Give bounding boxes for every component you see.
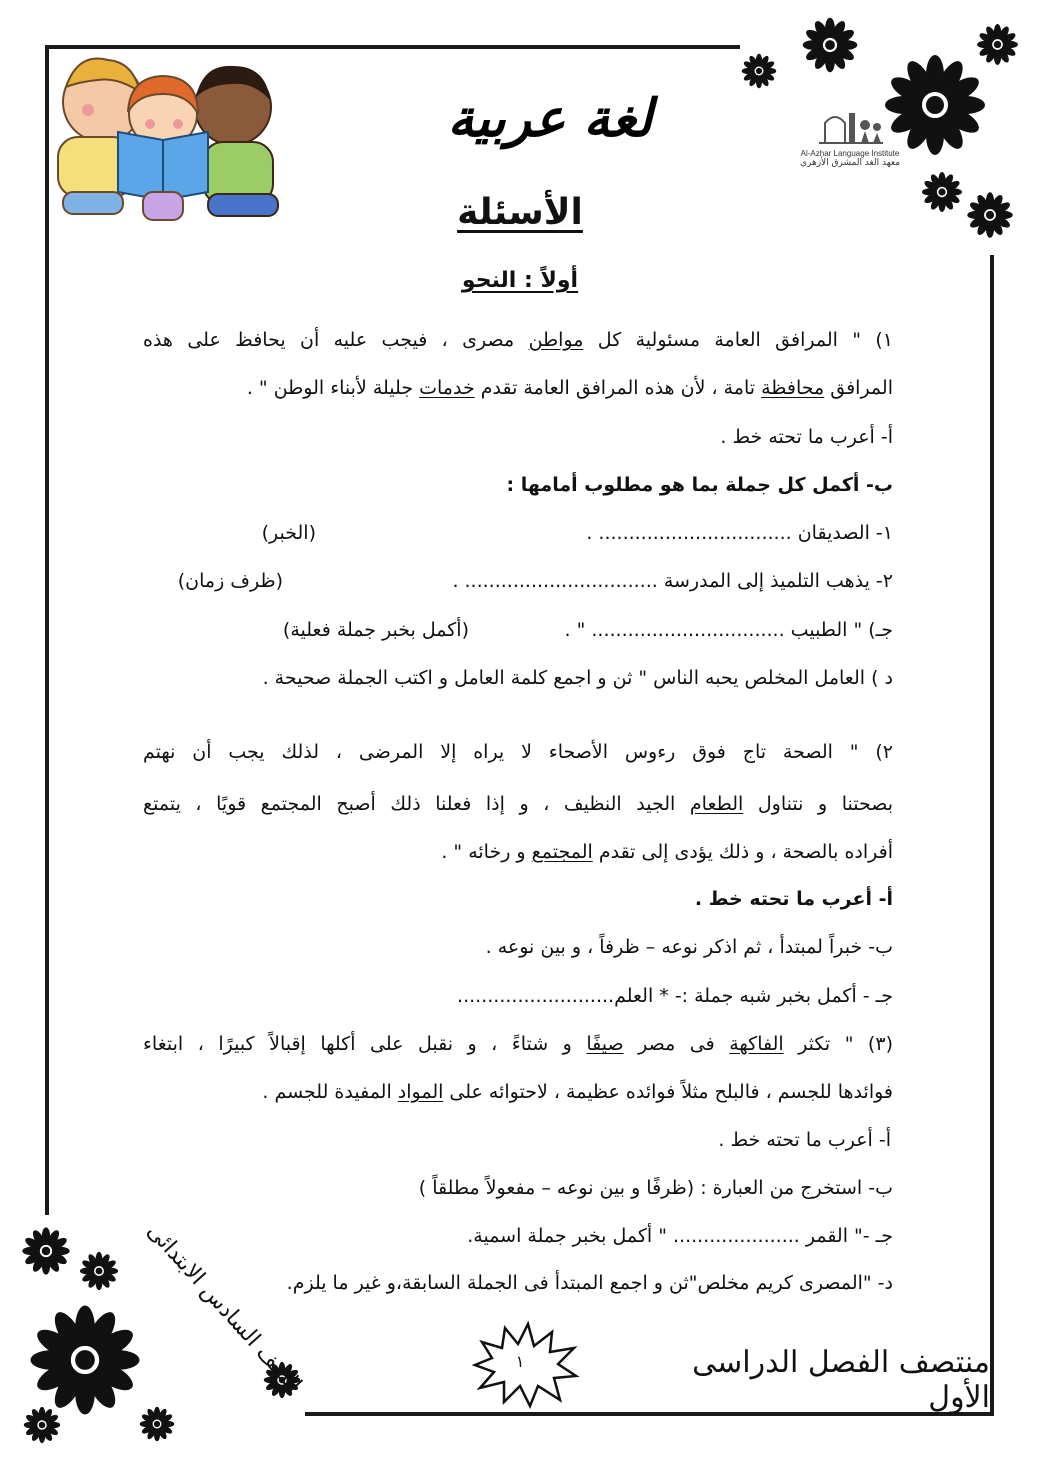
q2-part-c: جـ - أكمل بخبر شبه جملة :- * العلم.......................... bbox=[457, 985, 893, 1007]
main-heading: الأسئلة bbox=[457, 192, 583, 233]
q3-part-a: أ- أعرب ما تحته خط . bbox=[718, 1129, 891, 1151]
q1-line-1: ١) " المرافق العامة مسئولية كل مواطن مصرى ، فيجب عليه أن يحافظ على هذه bbox=[143, 329, 894, 351]
flower-icon bbox=[78, 1250, 120, 1292]
flower-icon bbox=[920, 170, 964, 214]
logo-arabic-name: معهد الغد المشرق الأزهري bbox=[799, 158, 901, 168]
frame-right bbox=[990, 255, 994, 1415]
q1-part-c-hint: (أكمل بخبر جملة فعلية) bbox=[282, 619, 469, 641]
flower-icon bbox=[975, 22, 1020, 67]
q3-line-2: فوائدها للجسم ، فالبلح مثلاً فوائده عظيمة ، لاحتوائه على المواد المفيدة للجسم . bbox=[262, 1081, 893, 1103]
q2-line-1: ٢) " الصحة تاج فوق رءوس الأصحاء لا يراه إلا المرضى ، لذلك يجب أن نهتم bbox=[143, 741, 893, 763]
q1-b-item-2-hint: (ظرف زمان) bbox=[177, 570, 283, 592]
q3-line-1: (٣) " تكثر الفاكهة فى مصر صيفًا و شتاءً ، و نقبل على أكلها إقبالاً كبيرًا ، ابتغاء bbox=[143, 1033, 893, 1055]
q2-line-2: بصحتنا و نتناول الطعام الجيد النظيف ، و إذا فعلنا ذلك أصبح المجتمع قويًا ، يتمتع bbox=[143, 793, 893, 815]
flower-icon bbox=[138, 1405, 176, 1443]
q2-line-3: أفراده بالصحة ، و ذلك يؤدى إلى تقدم المجتمع و رخائه " . bbox=[441, 841, 893, 863]
q2-part-a: أ- أعرب ما تحته خط . bbox=[694, 888, 893, 910]
q3-part-c: جـ -" القمر ..................... " أكمل بخبر جملة اسمية. bbox=[467, 1225, 893, 1247]
q1-b-item-1: ١- الصديقان ................................ . bbox=[586, 522, 893, 544]
grade-label: الصف السادس الابتدائى bbox=[141, 1218, 307, 1398]
q1-part-d: د ) العامل المخلص يحبه الناس " ثن و اجمع كلمة العامل و اكتب الجملة صحيحة . bbox=[262, 667, 893, 689]
term-label: منتصف الفصل الدراسى الأول bbox=[692, 1345, 990, 1415]
flower-icon bbox=[22, 1405, 62, 1445]
flower-icon bbox=[740, 52, 778, 90]
q1-line-2: المرافق محافظة تامة ، لأن هذه المرافق العامة تقدم خدمات جليلة لأبناء الوطن " . bbox=[246, 377, 893, 399]
flower-icon bbox=[800, 15, 860, 75]
section-heading: أولاً : النحو bbox=[461, 268, 579, 293]
mosque-logo-icon bbox=[815, 105, 885, 145]
q1-part-a: أ- أعرب ما تحته خط . bbox=[720, 426, 893, 448]
page-number-badge bbox=[470, 1320, 580, 1410]
q3-part-d: د- "المصرى كريم مخلص"ثن و اجمع المبتدأ فى الجملة السابقة،و غير ما يلزم. bbox=[286, 1272, 893, 1294]
subject-title: لغة عربية bbox=[447, 88, 653, 149]
q1-b-item-2: ٢- يذهب التلميذ إلى المدرسة ................................ . bbox=[452, 570, 893, 592]
logo-english-name: Al-Azhar Language Institute bbox=[800, 149, 900, 158]
page-number: ١ bbox=[515, 1352, 525, 1371]
q1-b-item-1-hint: (الخبر) bbox=[261, 522, 316, 544]
q1-part-b: ب- أكمل كل جملة بما هو مطلوب أمامها : bbox=[506, 474, 893, 496]
flower-icon bbox=[880, 50, 990, 160]
q3-part-b: ب- استخرج من العبارة : (ظرفًا و بين نوعه – مفعولاً مطلقاً ) bbox=[418, 1177, 893, 1199]
q1-part-c: جـ) " الطبيب ................................ " . bbox=[564, 619, 893, 641]
q2-part-b: ب- خبراً لمبتدأ ، ثم اذكر نوعه – ظرفاً ، و بين نوعه . bbox=[485, 936, 893, 958]
flower-icon bbox=[965, 190, 1015, 240]
kids-reading-illustration bbox=[38, 42, 288, 222]
flower-icon bbox=[25, 1300, 145, 1420]
flower-icon bbox=[20, 1225, 72, 1277]
